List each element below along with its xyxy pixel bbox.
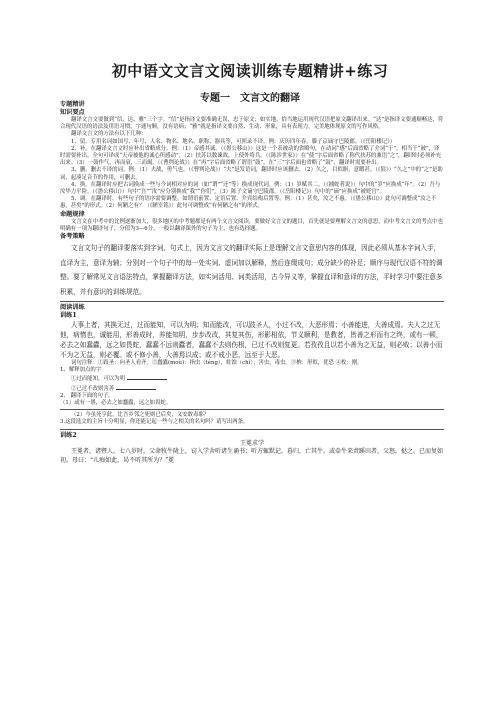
document-body [60, 101, 444, 465]
answer-blank[interactable] [127, 374, 167, 380]
document-subtitle: 专题一 文言文的翻译 [200, 93, 300, 104]
question: 3.这段选文的主旨十分明显，你还能记起一些与之相关的名句吗？请写出两条。 [60, 419, 249, 426]
document-title: 初中语文文言文阅读训练专题精讲+练习 [111, 62, 389, 80]
question-item: ②己过不改则害善 [60, 384, 444, 393]
paragraph: 3、删。删去不译的词。例：（1）夫战，勇气也。（《曹刿论战》）“夫”是发语词，翻译时应该删去。（2）久之，目似瞑，意暇甚。（《狼》）“久之”中的“之”是助词，起凑足音节的作用，可删去。 [60, 167, 443, 181]
section-subheading: 训练2 [60, 431, 77, 439]
divider [60, 429, 444, 430]
paragraph: 文言文句子的翻译要落实到字词、句式上，因为文言文的翻译实际上是理解文言文意思内容的体现，因此必须从基本字词入手，直译为主，意译为辅；分别对一个句子中的每一处实词、虚词加以解释，然后连缀成句；成分缺少的补足；顺序与现代汉语不符的调整。要了解常见文言语法特点，掌握翻译方法，如实词活用、词类活用，古今异义等，掌握直译和意译的方法，平时学习中要注意多积累，并有意识的训练规范。 [60, 244, 443, 296]
section-heading: 专题精讲 [60, 101, 85, 108]
divider [60, 301, 444, 302]
paragraph: 文言文在中考中的比例逐渐加大，很多地区的中考题都是有两个文言文阅读，要做好文言文的题目，首先就是要理解文言文的意思，而中考文言文的考点中也明确有一项为翻译句子，分值为3—6分，一般以翻译课外的句子为主，也有选择题。 [60, 218, 443, 232]
passage-title: 王冕求学 [239, 439, 264, 447]
paragraph: 1、留。专用名词如国号、年号、人名、物名、地名、职称、器具等，可照录不译。例：庆历四年春，滕子京谪守巴陵郡。（《岳阳楼记》） [71, 138, 396, 145]
paragraph: 翻译文言文的方法有以下几种： [71, 131, 147, 138]
answer-blank[interactable] [116, 384, 156, 390]
paragraph: 4、换。在翻译时应把古词换成一些与今词相对应的词（如“谓”“还”等）换成现代词。例：（1）岁赋其二。（《捕蛇者说》）句中的“岁”应换成“年”。（2）吾与汝毕力平险。（《愚公移山》）句中“吾”“汝”应分别换成“我”“你们”。（3）陈子文谪守巴陵郡。（《岳阳楼记》）句中的“谪”应换成“被贬官”。 [60, 181, 441, 196]
question-item: ①过而能知，可以为明 [60, 374, 444, 383]
passage: 人事上者，其换无过，过而能知，可以为明；知而能改，可以跂圣人，小过不改，大恶形焉；小善能进，大善成焉。夫人之过无他，病惰也，诚能用，形善成时，养能知明，步步改改，其复其伤，形影相依，节义顺利，是教者，皆善之形而有之终，或有一顿，必去之如蠢蠹，远之如畏蛇，蠢蠢不远则蠹者，蠢蠢不去则伤根，已过不改则复更。若孜孜且以若小善为之无益，则必败；以善小而不为之无益，则必覆。或不修小善，大善焉以成；或不戒小恶，远至于大恶。 [60, 321, 443, 360]
section-heading: 阅读训练 [60, 304, 85, 312]
paragraph: 5、调。在翻译时，有些句子的语序需要调整。如谓语前置、定语后置、介宾结构后置等。例：（1）甚矣，汝之不惠。（《愚公移山》）此句可调整成“汝之不惠，甚矣”的形式。（2）何陋之有？（《陋室铭》）此句可调整成“有何陋之有”的形式。 [60, 196, 437, 210]
section-subheading: 训练1 [60, 312, 77, 320]
question-item: （2）今虽死亨此，比吾乡邻之死则已后矣，又安敢毒耶？ [71, 412, 210, 419]
passage: 王冕者，诸暨人。七八岁时，父命牧牛陇上，窃入学舍听诸生诵书；听方辄默记。暮归，亡其牛。或牵牛来责蹊田者，父怒，挞之。已而复如初。母曰：“儿痴如此，曷不听其所为？”冕 [60, 447, 444, 464]
question-item: （1）或有一愚，必去之如蠢蠹，远之如畏蛇。 [60, 400, 172, 407]
question: 1、解释加点的字 [60, 367, 102, 374]
annotation: 词句注释：①跂圣：向圣人看齐。②蠢蠹(moù)：指虫（téng），蛀蚀（chǐ）；害虫，毒虫。③枘：形似，优恐 ④枚：刚。 [71, 360, 363, 367]
section-heading: 命题规律 [60, 210, 85, 218]
paragraph: 翻译文言文要做到“信、达、雅”三个字。“信”是指译文要准确无误，忠于原文；如实地、恰当地运用现代汉语把原文翻译出来。“达”是指译文要通顺畅达，符合现代汉语的语法及用语习惯，字通句顺，没有语病；“雅”就是指译文要自然、生动、形象，具有表现力，完美地体现原文的写作风格。 [60, 117, 444, 131]
section-heading: 备考策略 [60, 233, 85, 241]
question: 2、 翻译下面的句子。 [60, 392, 114, 399]
paragraph: 2、补。在翻译文言文时应补出省略成分。例：（1）帝感其诚。（《愚公移山》）这是一个表被动的省略句，在动词“感”后面省略了介词“于”，相当于“被”，译时需要补出。全句可译成“天帝被他的诚心所感动”。（2）扶苏以数谏故，上使外将兵。（《陈涉世家》）在“使”字后面省略了称代扶苏的兼语“之”，翻译时必须补充出来。（3）一鼓作气，再而衰，三而竭。（《曹刿论战》）在“再”字后面省略了谓语“鼓”，在“三”字后面也省略了“鼓”，翻译时需要补出。 [60, 145, 442, 167]
divider [60, 409, 444, 410]
section-subheading: 知识要点 [60, 109, 85, 116]
